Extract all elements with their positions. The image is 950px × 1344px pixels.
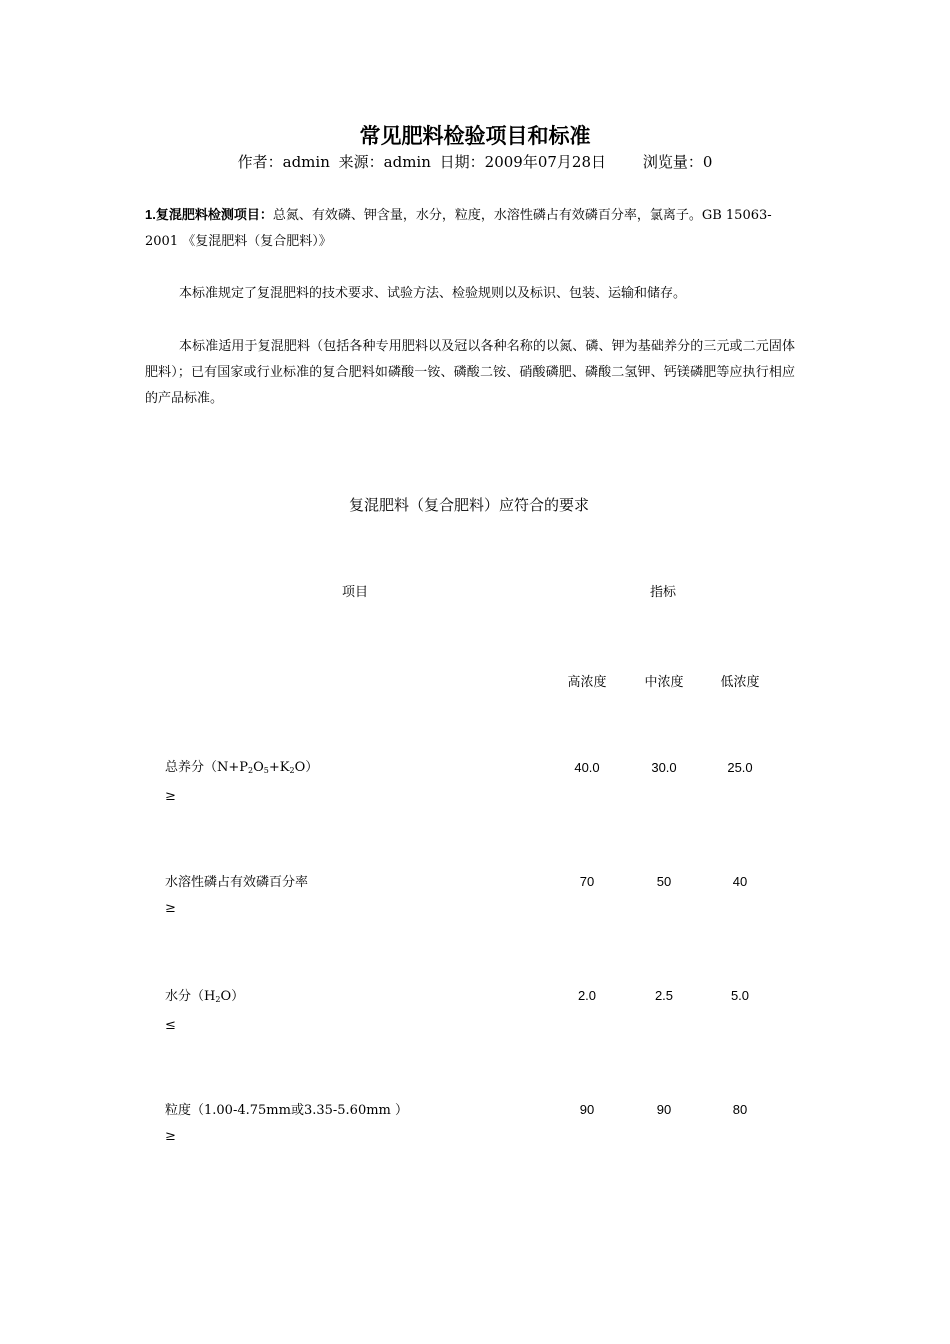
table-cell-high: 2.0 (577, 988, 597, 1003)
date-label: 日期：2009年07月28日 (439, 153, 607, 171)
source-label: 来源：admin (338, 153, 431, 171)
table-cell-high: 90 (579, 1102, 595, 1117)
table-cell-mid: 50 (656, 874, 672, 889)
scope-paragraph: 本标准规定了复混肥料的技术要求、试验方法、检验规则以及标识、包装、运输和储存。 (179, 286, 687, 301)
section-1-body: 总氮、有效磷、钾含量，水分，粒度，水溶性磷占有效磷百分率，氯离子。GB 15063-2001 《复混肥料（复合肥料）》 (145, 208, 772, 249)
table-cell-high: 40.0 (574, 760, 600, 775)
column-header-index: 指标 (649, 585, 676, 600)
table-row-label: 粒度（1.00-4.75mm或3.35-5.60mm ） ≥ (165, 1103, 409, 1144)
table-cell-mid: 30.0 (651, 760, 677, 775)
table-row-label: 水溶性磷占有效磷百分率 ≥ (165, 875, 309, 916)
subheader-mid: 中浓度 (644, 675, 684, 690)
comparator: ≥ (165, 901, 176, 916)
comparator: ≥ (165, 789, 176, 804)
author-label: 作者：admin (237, 153, 330, 171)
subheader-high: 高浓度 (567, 675, 607, 690)
table-row-label: 总养分$(N+P_2O_5+K_2O)$ ≥ (165, 760, 319, 804)
table-cell-low: 5.0 (730, 988, 750, 1003)
table-cell-mid: 90 (656, 1102, 672, 1117)
applicability-paragraph: 本标准适用于复混肥料（包括各种专用肥料以及冠以各种名称的以氮、磷、钾为基础养分的三元或二元固体肥料）；已有国家或行业标准的复合肥料如磷酸一铵、磷酸二铵、硝酸磷肥、磷酸二氢钾、钙镁磷肥等应执行相应的产品标准。 (145, 339, 795, 406)
table-title: 复混肥料（复合肥料）应符合的要求 (348, 496, 589, 514)
table-cell-low: 80 (732, 1102, 748, 1117)
comparator: ≤ (165, 1018, 176, 1033)
page-title: 常见肥料检验项目和标准 (359, 125, 591, 148)
section-1-paragraph (145, 202, 795, 255)
table-row-label: 水分$(H_2O)$ ≤ (165, 989, 245, 1033)
table-cell-low: 40 (732, 874, 748, 889)
table-cell-mid: 2.5 (654, 988, 674, 1003)
comparator: ≥ (165, 1129, 176, 1144)
article-meta (0, 151, 950, 172)
subheader-low: 低浓度 (720, 675, 760, 690)
table-cell-low: 25.0 (727, 760, 753, 775)
views-label: 浏览量：0 (642, 153, 713, 171)
section-1-heading: 1.复混肥料检测项目： (145, 207, 273, 222)
column-header-item: 项目 (341, 585, 368, 600)
table-cell-high: 70 (579, 874, 595, 889)
